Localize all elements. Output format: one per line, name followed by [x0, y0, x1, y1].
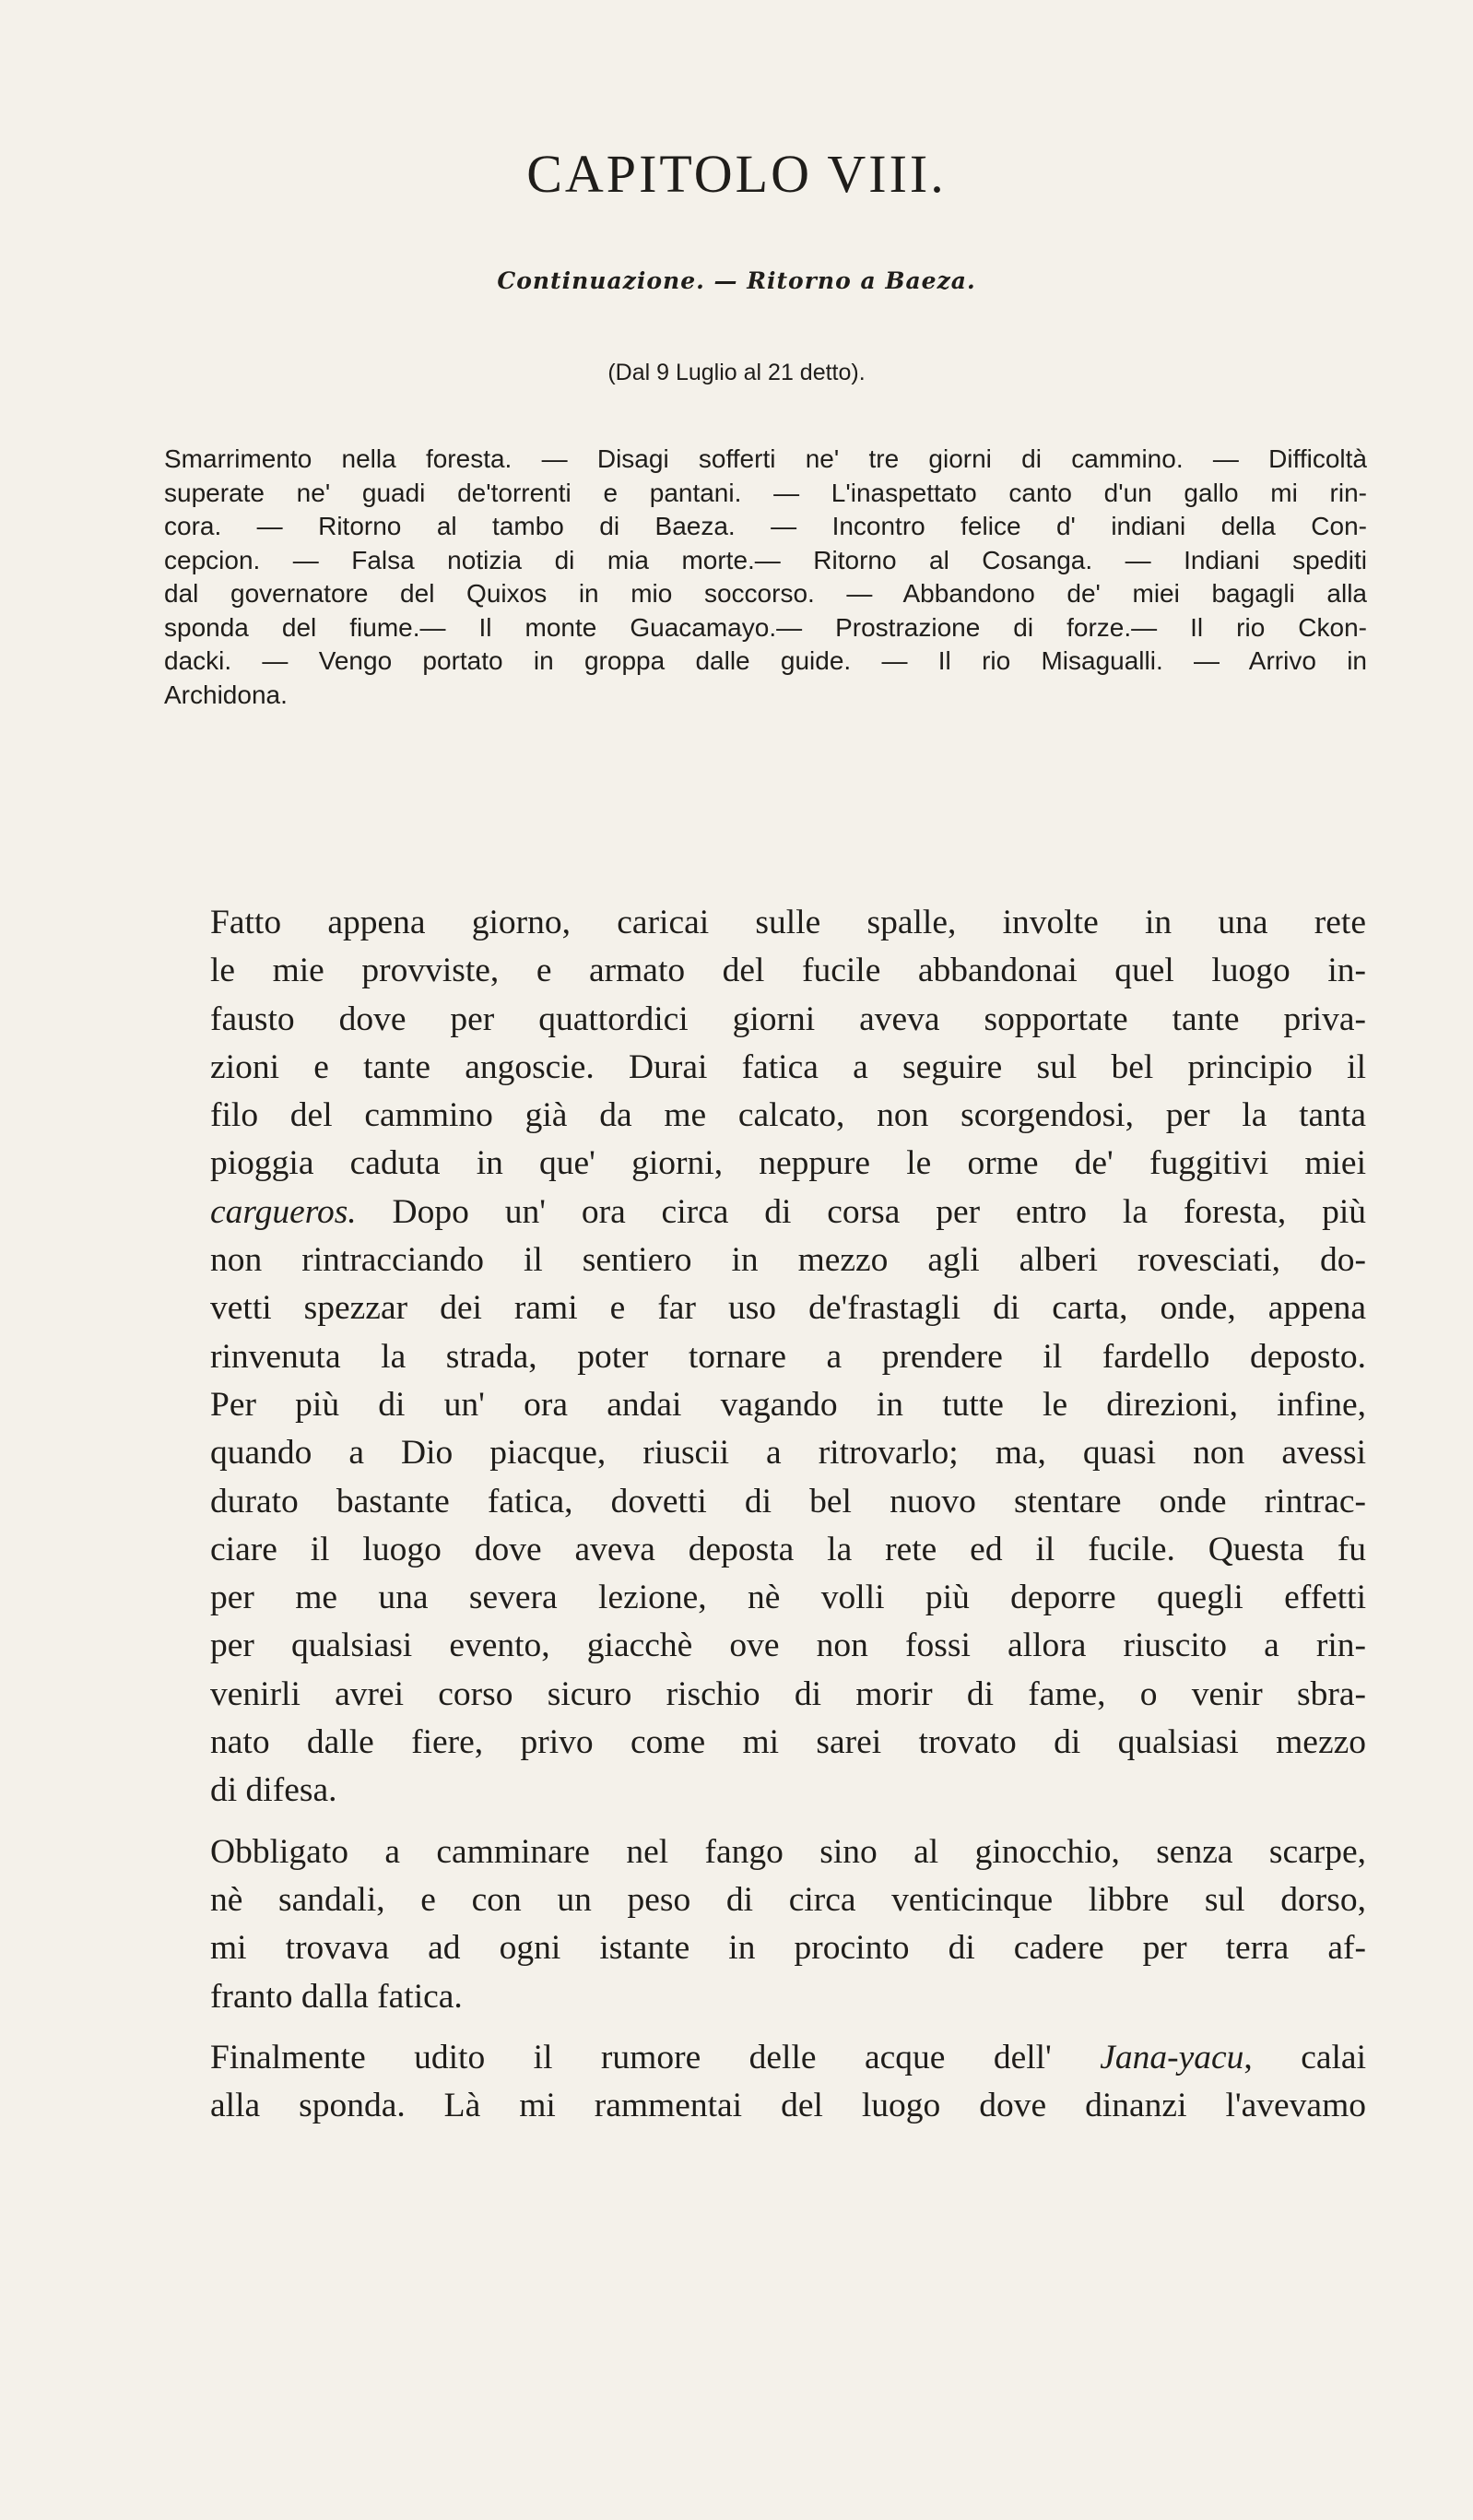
paragraph-gap	[210, 2021, 1366, 2034]
text-line: pioggia caduta in que' giorni, neppure le orme de' fuggitivi miei	[210, 1144, 1366, 1183]
text-line	[210, 1189, 1366, 1236]
summary-line: Archidona.	[164, 680, 288, 709]
chapter-summary	[164, 443, 1367, 712]
text-line: venirli avrei corso sicuro rischio di morir di fame, o venir sbra-	[210, 1674, 1366, 1713]
text-line: rinvenuta la strada, poter tornare a prendere il fardello deposto.	[210, 1337, 1366, 1376]
text-line: filo del cammino già da me calcato, non scorgendosi, per la tanta	[210, 1096, 1366, 1135]
chapter-subtitle: Continuazione. — Ritorno a Baeza.	[497, 267, 976, 294]
text-line: fausto dove per quattordici giorni aveva sopportate tante priva-	[210, 1000, 1366, 1038]
text-line: le mie provviste, e armato del fucile abbandonai quel luogo in-	[210, 952, 1366, 990]
text-segment: , calai	[1243, 2038, 1366, 2076]
text-line	[210, 2034, 1366, 2082]
body-text	[210, 899, 1366, 2130]
text-segment: Dopo un' ora circa di corsa per entro la foresta, più	[356, 1192, 1366, 1231]
text-line: Obbligato a camminare nel fango sino al ginocchio, senza scarpe,	[210, 1832, 1366, 1871]
paragraph-gap	[210, 1816, 1366, 1828]
summary-line: dacki. — Vengo portato in groppa dalle guide. — Il rio Misagualli. — Arrivo in	[164, 646, 1367, 675]
text-line: per me una severa lezione, nè volli più deporre quegli effetti	[210, 1579, 1366, 1617]
text-line: alla sponda. Là mi rammentai del luogo dove dinanzi l'avevamo	[210, 2087, 1366, 2125]
chapter-title: CAPITOLO VIII.	[526, 144, 947, 204]
text-line: ciare il luogo dove aveva deposta la rete ed il fucile. Questa fu	[210, 1530, 1366, 1568]
summary-line: dal governatore del Quixos in mio soccorso. — Abbandono de' miei bagagli alla	[164, 579, 1367, 608]
text-line: per qualsiasi evento, giacchè ove non fossi allora riuscito a rin-	[210, 1627, 1366, 1665]
italic-word: Jana-yacu	[1100, 2038, 1244, 2076]
summary-line: superate ne' guadi de'torrenti e pantani. — L'inaspettato canto d'un gallo mi rin-	[164, 478, 1367, 507]
paragraph-3	[210, 2034, 1366, 2131]
text-line: nè sandali, e con un peso di circa venticinque libbre sul dorso,	[210, 1880, 1366, 1919]
text-line: di difesa.	[210, 1771, 337, 1810]
italic-word: cargueros.	[210, 1192, 357, 1231]
text-line: non rintracciando il sentiero in mezzo agli alberi rovesciati, do-	[210, 1241, 1366, 1280]
text-line: Fatto appena giorno, caricai sulle spalle, involte in una rete	[210, 904, 1366, 941]
summary-line: cora. — Ritorno al tambo di Baeza. — Incontro felice d' indiani della Con-	[164, 512, 1367, 540]
text-line: Per più di un' ora andai vagando in tutte le direzioni, infine,	[210, 1385, 1366, 1424]
chapter-dates: (Dal 9 Luglio al 21 detto).	[607, 360, 866, 385]
text-line: nato dalle fiere, privo come mi sarei trovato di qualsiasi mezzo	[210, 1723, 1366, 1762]
summary-line: Smarrimento nella foresta. — Disagi sofferti ne' tre giorni di cammino. — Difficoltà	[164, 444, 1367, 473]
text-line: quando a Dio piacque, riuscii a ritrovarlo; ma, quasi non avessi	[210, 1434, 1366, 1473]
summary-line: cepcion. — Falsa notizia di mia morte.— Ritorno al Cosanga. — Indiani spediti	[164, 545, 1367, 574]
text-segment: Finalmente udito il rumore delle acque dell'	[210, 2038, 1101, 2076]
text-line: vetti spezzar dei rami e far uso de'frastagli di carta, onde, appena	[210, 1289, 1366, 1328]
summary-line: sponda del fiume.— Il monte Guacamayo.— Prostrazione di forze.— Il rio Ckon-	[164, 612, 1367, 642]
text-line: durato bastante fatica, dovetti di bel nuovo stentare onde rintrac-	[210, 1482, 1366, 1520]
text-line: mi trovava ad ogni istante in procinto di cadere per terra af-	[210, 1929, 1366, 1968]
paragraph-2	[210, 1828, 1366, 2021]
paragraph-1	[210, 899, 1366, 1816]
text-line: franto dalla fatica.	[210, 1977, 463, 2016]
text-line: zioni e tante angoscie. Durai fatica a seguire sul bel principio il	[210, 1047, 1366, 1086]
